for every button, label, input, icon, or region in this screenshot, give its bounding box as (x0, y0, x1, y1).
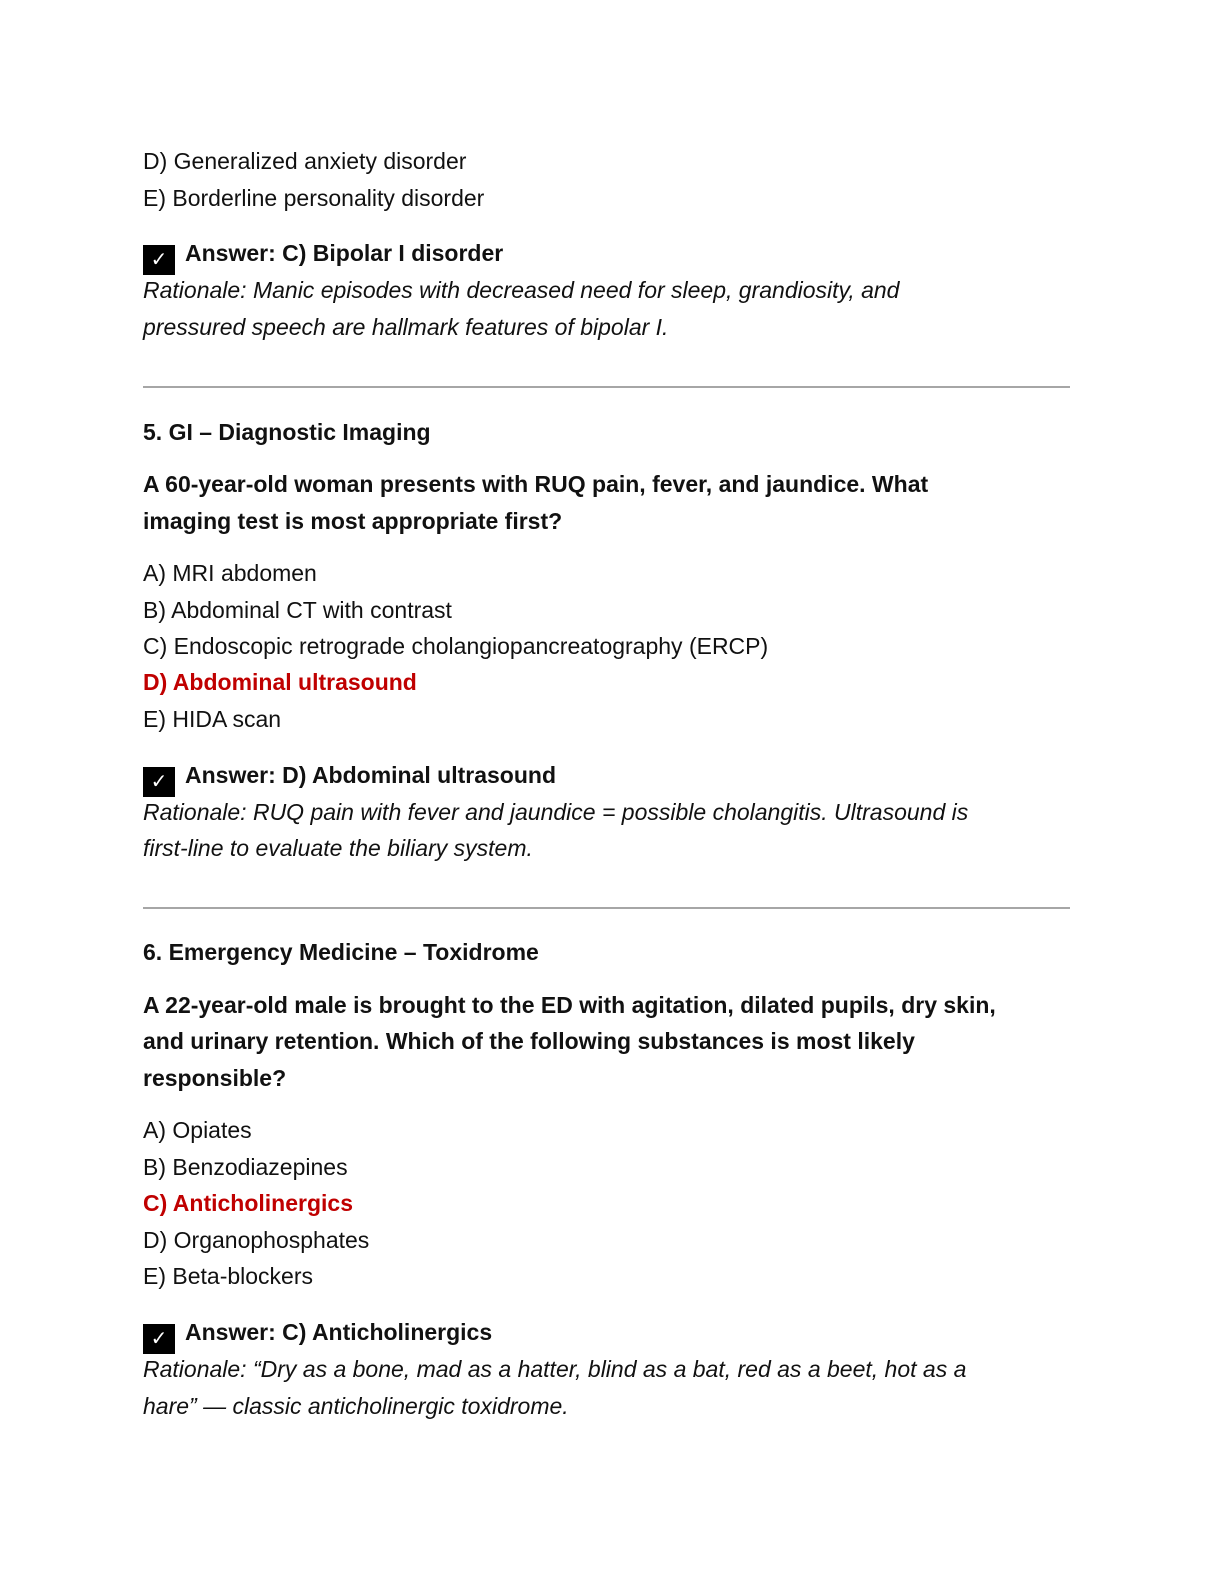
answer-line (143, 238, 503, 275)
question-text: A 60-year-old woman presents with RUQ pain, fever, and jaundice. What (143, 471, 929, 497)
question-heading: 6. Emergency Medicine – Toxidrome (143, 939, 539, 965)
option-d: D) Generalized anxiety disorder (143, 148, 467, 174)
rationale-line: pressured speech are hallmark features of bipolar I. (143, 314, 669, 340)
option-c-correct: C) Anticholinergics (143, 1190, 353, 1216)
option-e: E) HIDA scan (143, 706, 282, 732)
section-divider (143, 907, 1070, 909)
checkmark-icon: ✓ (143, 767, 175, 797)
question-heading: 5. GI – Diagnostic Imaging (143, 419, 431, 445)
rationale-line: Rationale: RUQ pain with fever and jaundice = possible cholangitis. Ultrasound is (143, 799, 969, 825)
question-text: responsible? (143, 1065, 287, 1091)
option-c: C) Endoscopic retrograde cholangiopancreatography (ERCP) (143, 633, 769, 659)
option-a: A) MRI abdomen (143, 560, 317, 586)
answer-text: Answer: C) Anticholinergics (185, 1319, 493, 1345)
option-d-correct: D) Abdominal ultrasound (143, 669, 417, 695)
question-text: and urinary retention. Which of the following substances is most likely (143, 1028, 915, 1054)
section-divider (143, 386, 1070, 388)
option-a: A) Opiates (143, 1117, 252, 1143)
option-d: D) Organophosphates (143, 1227, 370, 1253)
rationale-line: first-line to evaluate the biliary system. (143, 835, 533, 861)
option-e: E) Beta-blockers (143, 1263, 314, 1289)
answer-line (143, 1317, 492, 1354)
question-text: A 22-year-old male is brought to the ED with agitation, dilated pupils, dry skin, (143, 992, 996, 1018)
rationale-line: Rationale: Manic episodes with decreased need for sleep, grandiosity, and (143, 277, 900, 303)
rationale-line: hare” — classic anticholinergic toxidrome. (143, 1393, 569, 1419)
answer-line (143, 760, 556, 797)
option-e: E) Borderline personality disorder (143, 185, 485, 211)
answer-text: Answer: D) Abdominal ultrasound (185, 762, 556, 788)
option-b: B) Benzodiazepines (143, 1154, 348, 1180)
answer-text: Answer: C) Bipolar I disorder (185, 240, 504, 266)
option-b: B) Abdominal CT with contrast (143, 597, 452, 623)
rationale-line: Rationale: “Dry as a bone, mad as a hatter, blind as a bat, red as a beet, hot as a (143, 1356, 967, 1382)
question-text: imaging test is most appropriate first? (143, 508, 563, 534)
checkmark-icon: ✓ (143, 245, 175, 275)
checkmark-icon: ✓ (143, 1324, 175, 1354)
